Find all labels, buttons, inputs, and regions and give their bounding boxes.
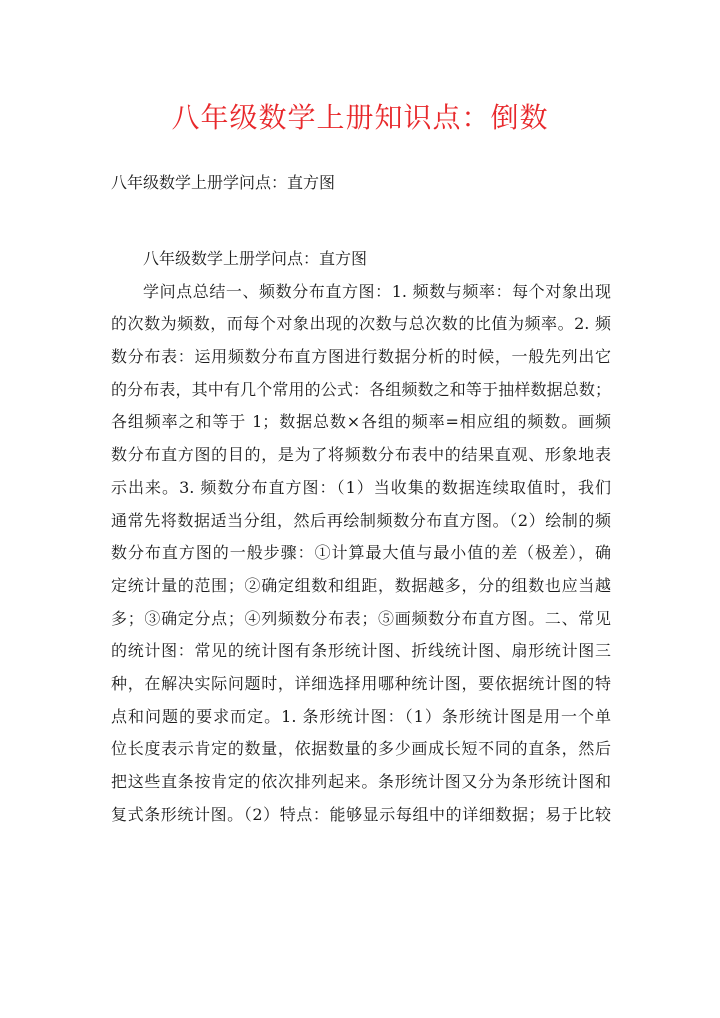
paragraph-line: 学问点总结一、频数分布直方图：1. 频数与频率：每个对象出现 [143, 281, 611, 301]
paragraph-line: 各组频率之和等于 1；数据总数×各组的频率=相应组的频数。画频 [111, 412, 611, 432]
paragraph-line: 数分布直方图的一般步骤：①计算最大值与最小值的差（极差），确 [111, 543, 611, 563]
paragraph-line: 示出来。3. 频数分布直方图：（1）当收集的数据连续取值时，我们 [111, 477, 611, 497]
paragraph-line: 的次数为频数，而每个对象出现的次数与总次数的比值为频率。2. 频 [111, 314, 611, 334]
paragraph-line: 多；③确定分点；④列频数分布表；⑤画频数分布直方图。二、常见 [111, 608, 611, 628]
paragraph-line: 数分布表：运用频数分布直方图进行数据分析的时候，一般先列出它 [111, 347, 611, 367]
paragraph-line: 把这些直条按肯定的依次排列起来。条形统计图又分为条形统计图和 [111, 772, 611, 791]
paragraph-line: 的统计图：常见的统计图有条形统计图、折线统计图、扇形统计图三 [111, 641, 611, 661]
section-heading: 八年级数学上册学问点：直方图 [143, 249, 368, 268]
document-body [111, 243, 611, 831]
document-subtitle: 八年级数学上册学问点：直方图 [111, 173, 336, 192]
paragraph-line: 的分布表，其中有几个常用的公式：各组频数之和等于抽样数据总数； [111, 379, 611, 399]
paragraph-line: 种，在解决实际问题时，详细选择用哪种统计图，要依据统计图的特 [111, 673, 611, 693]
paragraph-line: 通常先将数据适当分组，然后再绘制频数分布直方图。（2）绘制的频 [111, 510, 611, 530]
paragraph-line: 复式条形统计图。（2）特点：能够显示每组中的详细数据；易于比较 [111, 804, 611, 824]
document-title: 八年级数学上册知识点：倒数 [171, 101, 549, 134]
paragraph-line: 数分布直方图的目的，是为了将频数分布表中的结果直观、形象地表 [111, 445, 611, 465]
paragraph-line: 点和问题的要求而定。1. 条形统计图：（1）条形统计图是用一个单 [111, 706, 611, 726]
paragraph-line: 定统计量的范围；②确定组数和组距，数据越多，分的组数也应当越 [111, 575, 611, 595]
paragraph-line: 位长度表示肯定的数量，依据数量的多少画成长短不同的直条，然后 [111, 739, 611, 759]
